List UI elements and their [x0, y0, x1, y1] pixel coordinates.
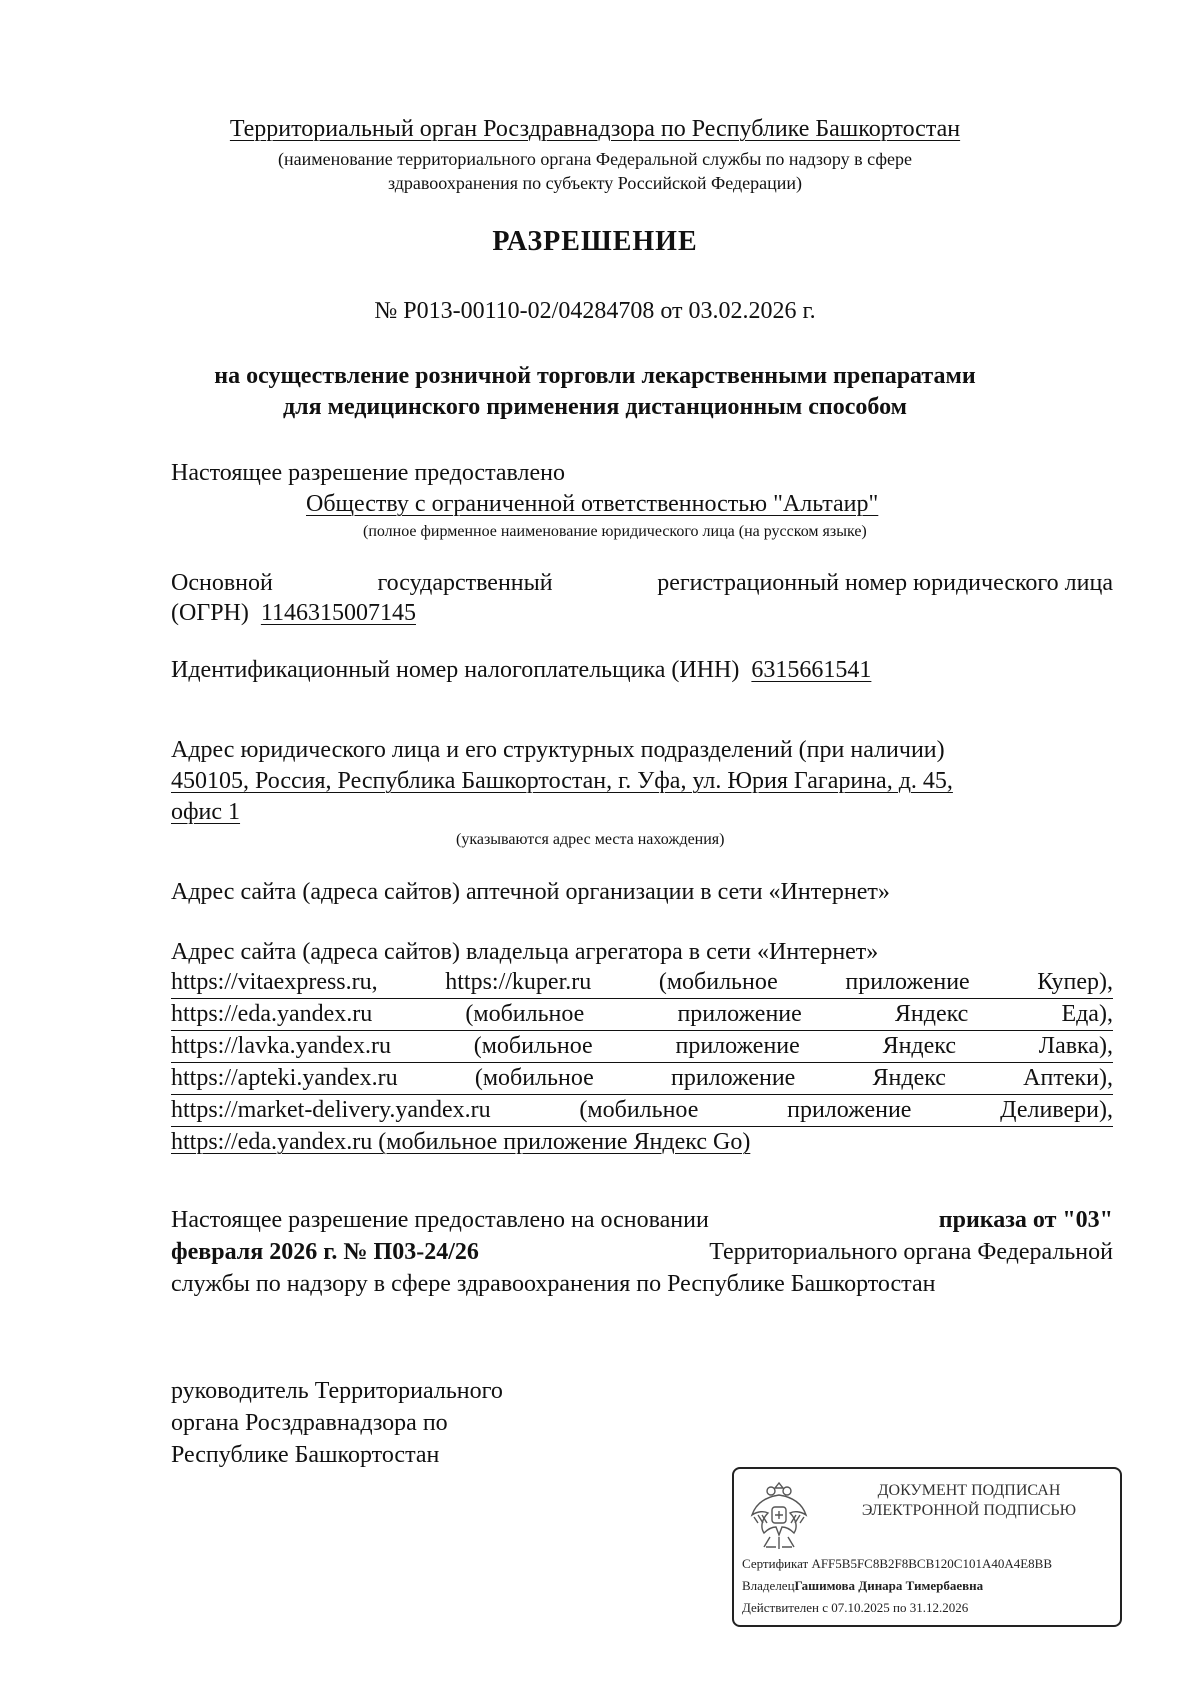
authority-caption-1: (наименование территориального органа Федеральной службы по надзору в сфере: [277, 149, 913, 169]
site-line-4: [171, 1062, 1113, 1095]
ogrn-label-2: государственный: [377, 570, 553, 596]
address-line-2: офис 1: [171, 799, 241, 825]
address-line-2-row: [171, 797, 240, 827]
site-text: приложение: [787, 1097, 912, 1123]
stamp-title-1: ДОКУМЕНТ ПОДПИСАН: [877, 1482, 1061, 1499]
address-line-1: 450105, Россия, Республика Башкортостан, г. Уфа, ул. Юрия Гагарина, д. 45,: [171, 768, 953, 794]
ogrn-label-row: [171, 568, 1113, 598]
ogrn-label-4: (ОГРН): [171, 600, 249, 626]
authority-name: Территориальный орган Росздравнадзора по Республике Башкортостан: [229, 116, 961, 142]
grantee-name: Обществу с ограниченной ответственностью "Альтаир": [306, 491, 879, 517]
signature-stamp: [732, 1467, 1122, 1627]
site-link[interactable]: https://kuper.ru: [445, 969, 592, 995]
site-link[interactable]: https://lavka.yandex.ru: [171, 1033, 391, 1059]
site-line-5: [171, 1094, 1113, 1127]
site-last-line[interactable]: https://eda.yandex.ru (мобильное приложение Яндекс Go): [171, 1129, 751, 1155]
basis-line-2: [171, 1237, 1113, 1267]
signatory-line-2: органа Росздравнадзора по: [171, 1410, 448, 1436]
site-text: приложение: [677, 1001, 802, 1027]
basis-bold-1: приказа от "03": [938, 1207, 1113, 1233]
site-link[interactable]: https://vitaexpress.ru,: [171, 969, 378, 995]
site-text: приложение: [845, 969, 970, 995]
stamp-cert-value: AFF5B5FC8B2F8BCB120C101A40A4E8BB: [811, 1556, 1053, 1571]
stamp-owner-value: Гашимова Динара Тимербаевна: [794, 1578, 984, 1593]
stamp-owner-row: [742, 1577, 983, 1595]
grantee-name-row: [306, 489, 878, 519]
site-text: Яндекс: [882, 1033, 957, 1059]
site-text: Еда),: [1061, 1001, 1113, 1027]
site-text: приложение: [670, 1065, 796, 1091]
site-line-2: [171, 998, 1113, 1031]
ogrn-row: [171, 598, 416, 628]
stamp-cert-row: [742, 1555, 1052, 1573]
site-text: (мобильное: [474, 1065, 594, 1091]
basis-line-1: [171, 1205, 1113, 1235]
aggregator-sites-label: Адрес сайта (адреса сайтов) владельца агрегатора в сети «Интернет»: [171, 939, 879, 965]
site-text: Аптеки),: [1023, 1065, 1113, 1091]
basis-text-2: Территориального органа Федеральной: [709, 1239, 1113, 1265]
ogrn-label-1: Основной: [171, 570, 273, 596]
basis-bold-2: февраля 2026 г. № П03-24/26: [171, 1239, 479, 1265]
address-label: Адрес юридического лица и его структурных подразделений (при наличии): [171, 737, 945, 763]
site-text: (мобильное: [473, 1033, 593, 1059]
site-text: Деливери),: [1000, 1097, 1113, 1123]
site-text: (мобильное: [579, 1097, 699, 1123]
signatory-line-3: Республике Башкортостан: [171, 1442, 440, 1468]
document-subject-2: для медицинского применения дистанционным способом: [283, 394, 907, 420]
inn-label: Идентификационный номер налогоплательщика (ИНН): [171, 657, 740, 683]
stamp-owner-label: Владелец: [742, 1578, 795, 1593]
site-text: приложение: [675, 1033, 800, 1059]
site-text: Купер),: [1037, 969, 1113, 995]
coat-of-arms-icon: [746, 1475, 812, 1553]
ogrn-label-3: регистрационный номер юридического лица: [657, 570, 1113, 596]
stamp-validity: Действителен с 07.10.2025 по 31.12.2026: [742, 1600, 969, 1615]
inn-value: 6315661541: [751, 657, 872, 683]
stamp-cert-label: Сертификат: [742, 1556, 809, 1571]
grantee-caption: (полное фирменное наименование юридического лица (на русском языке): [363, 523, 867, 540]
site-text: Яндекс: [894, 1001, 969, 1027]
site-link[interactable]: https://market-delivery.yandex.ru: [171, 1097, 491, 1123]
site-line-1: [171, 966, 1113, 999]
ogrn-value: 1146315007145: [260, 600, 416, 626]
basis-text-1: Настоящее разрешение предоставлено на основании: [171, 1207, 709, 1233]
document-number: № Р013-00110-02/04284708 от 03.02.2026 г.: [374, 298, 816, 324]
site-link[interactable]: https://eda.yandex.ru: [171, 1001, 373, 1027]
site-text: (мобильное: [658, 969, 778, 995]
pharmacy-sites-label: Адрес сайта (адреса сайтов) аптечной организации в сети «Интернет»: [171, 879, 890, 905]
site-link[interactable]: https://apteki.yandex.ru: [171, 1065, 398, 1091]
site-text: Лавка),: [1038, 1033, 1113, 1059]
stamp-title-2: ЭЛЕКТРОННОЙ ПОДПИСЬЮ: [861, 1502, 1077, 1519]
document-subject-1: на осуществление розничной торговли лекарственными препаратами: [214, 363, 976, 389]
grantee-intro: Настоящее разрешение предоставлено: [171, 460, 565, 486]
signatory-line-1: руководитель Территориального: [171, 1378, 503, 1404]
authority-name-row: [0, 114, 1190, 144]
site-line-6: [171, 1126, 750, 1158]
authority-caption-2: здравоохранения по субъекту Российской Федерации): [387, 173, 803, 193]
site-text: Яндекс: [872, 1065, 946, 1091]
address-line-1-row: [171, 766, 1113, 796]
site-text: (мобильное: [465, 1001, 585, 1027]
address-caption: (указываются адрес места нахождения): [456, 831, 725, 848]
basis-line-3: службы по надзору в сфере здравоохранения по Республике Башкортостан: [171, 1271, 936, 1297]
inn-row: [171, 655, 871, 685]
site-line-3: [171, 1030, 1113, 1063]
document-title: РАЗРЕШЕНИЕ: [492, 226, 698, 257]
